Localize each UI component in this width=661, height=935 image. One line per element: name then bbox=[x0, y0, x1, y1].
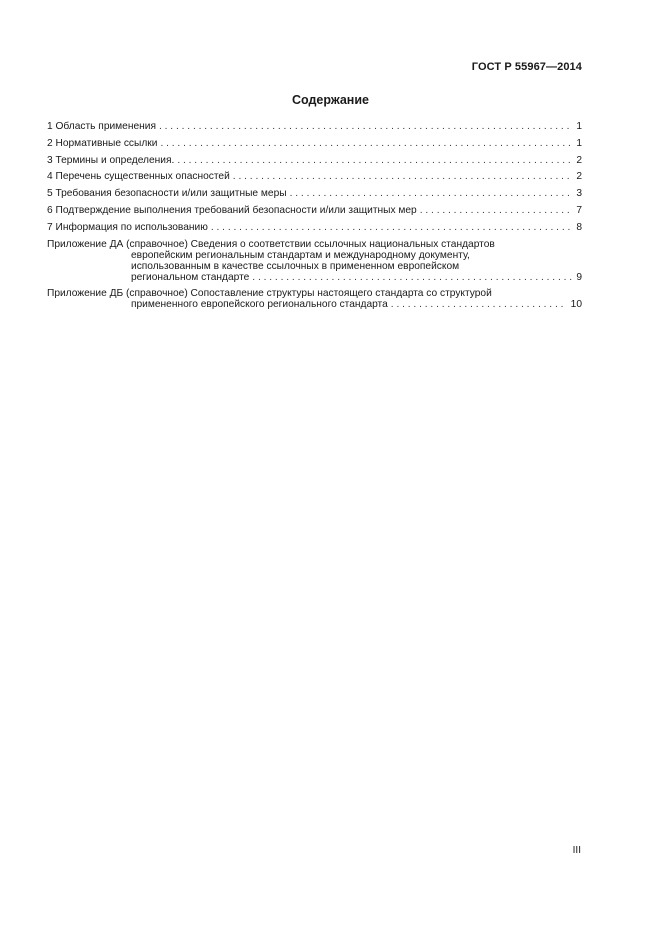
toc-entry-label: 3 Термины и определения. bbox=[47, 154, 175, 166]
toc-title: Содержание bbox=[291, 93, 369, 107]
toc-appendix-da[interactable] bbox=[47, 239, 582, 283]
dot-leader bbox=[174, 155, 572, 166]
toc-entry[interactable] bbox=[47, 121, 582, 132]
appendix-line: использованным в качестве ссылочных в примененном европейском bbox=[131, 260, 460, 272]
dot-leader bbox=[388, 299, 567, 310]
document-code: ГОСТ Р 55967—2014 bbox=[471, 61, 582, 73]
toc-entry-label: 2 Нормативные ссылки bbox=[47, 137, 158, 149]
toc-entry-page: 7 bbox=[576, 204, 582, 216]
toc-entry-page: 9 bbox=[576, 271, 582, 283]
dot-leader bbox=[208, 222, 572, 233]
dot-leader bbox=[287, 188, 573, 199]
dot-leader bbox=[157, 138, 572, 149]
appendix-line: региональном стандарте bbox=[131, 271, 250, 283]
toc-entry-page: 1 bbox=[576, 121, 582, 132]
appendix-line: Приложение ДА (справочное) Сведения о соответствии ссылочных национальных стандартов bbox=[47, 238, 495, 250]
toc-entry[interactable] bbox=[47, 171, 582, 182]
toc-entry-page: 8 bbox=[576, 221, 582, 233]
toc-entry-page: 10 bbox=[570, 298, 582, 310]
toc-entry-page: 2 bbox=[576, 171, 582, 183]
dot-leader bbox=[249, 272, 572, 283]
toc-entry-label: 5 Требования безопасности и/или защитные меры bbox=[47, 188, 287, 200]
appendix-line: примененного европейского регионального стандарта bbox=[131, 298, 388, 310]
dot-leader bbox=[230, 171, 573, 182]
toc-entry-label: 4 Перечень существенных опасностей bbox=[47, 171, 230, 183]
toc-entry-page: 2 bbox=[576, 154, 582, 166]
appendix-line: европейским региональным стандартам и международному документу, bbox=[131, 249, 470, 261]
toc-entry[interactable] bbox=[47, 222, 582, 233]
toc-entry[interactable] bbox=[47, 155, 582, 166]
toc-entry-page: 3 bbox=[576, 188, 582, 200]
toc-entry[interactable] bbox=[47, 205, 582, 216]
toc-entry-page: 1 bbox=[576, 137, 582, 149]
toc-entry[interactable] bbox=[47, 138, 582, 149]
toc-appendix-db[interactable] bbox=[47, 288, 582, 310]
toc-entry-label: 7 Информация по использованию bbox=[47, 221, 208, 233]
appendix-line: Приложение ДБ (справочное) Сопоставление структуры настоящего стандарта со структурой bbox=[47, 287, 492, 299]
page-number: III bbox=[572, 845, 581, 856]
toc-entry[interactable] bbox=[47, 188, 582, 199]
dot-leader bbox=[417, 205, 573, 216]
dot-leader bbox=[156, 121, 572, 132]
toc-entry-label: 6 Подтверждение выполнения требований безопасности и/или защитных мер bbox=[47, 204, 417, 216]
toc-entry-label: 1 Область применения bbox=[47, 121, 156, 132]
table-of-contents bbox=[47, 121, 582, 315]
